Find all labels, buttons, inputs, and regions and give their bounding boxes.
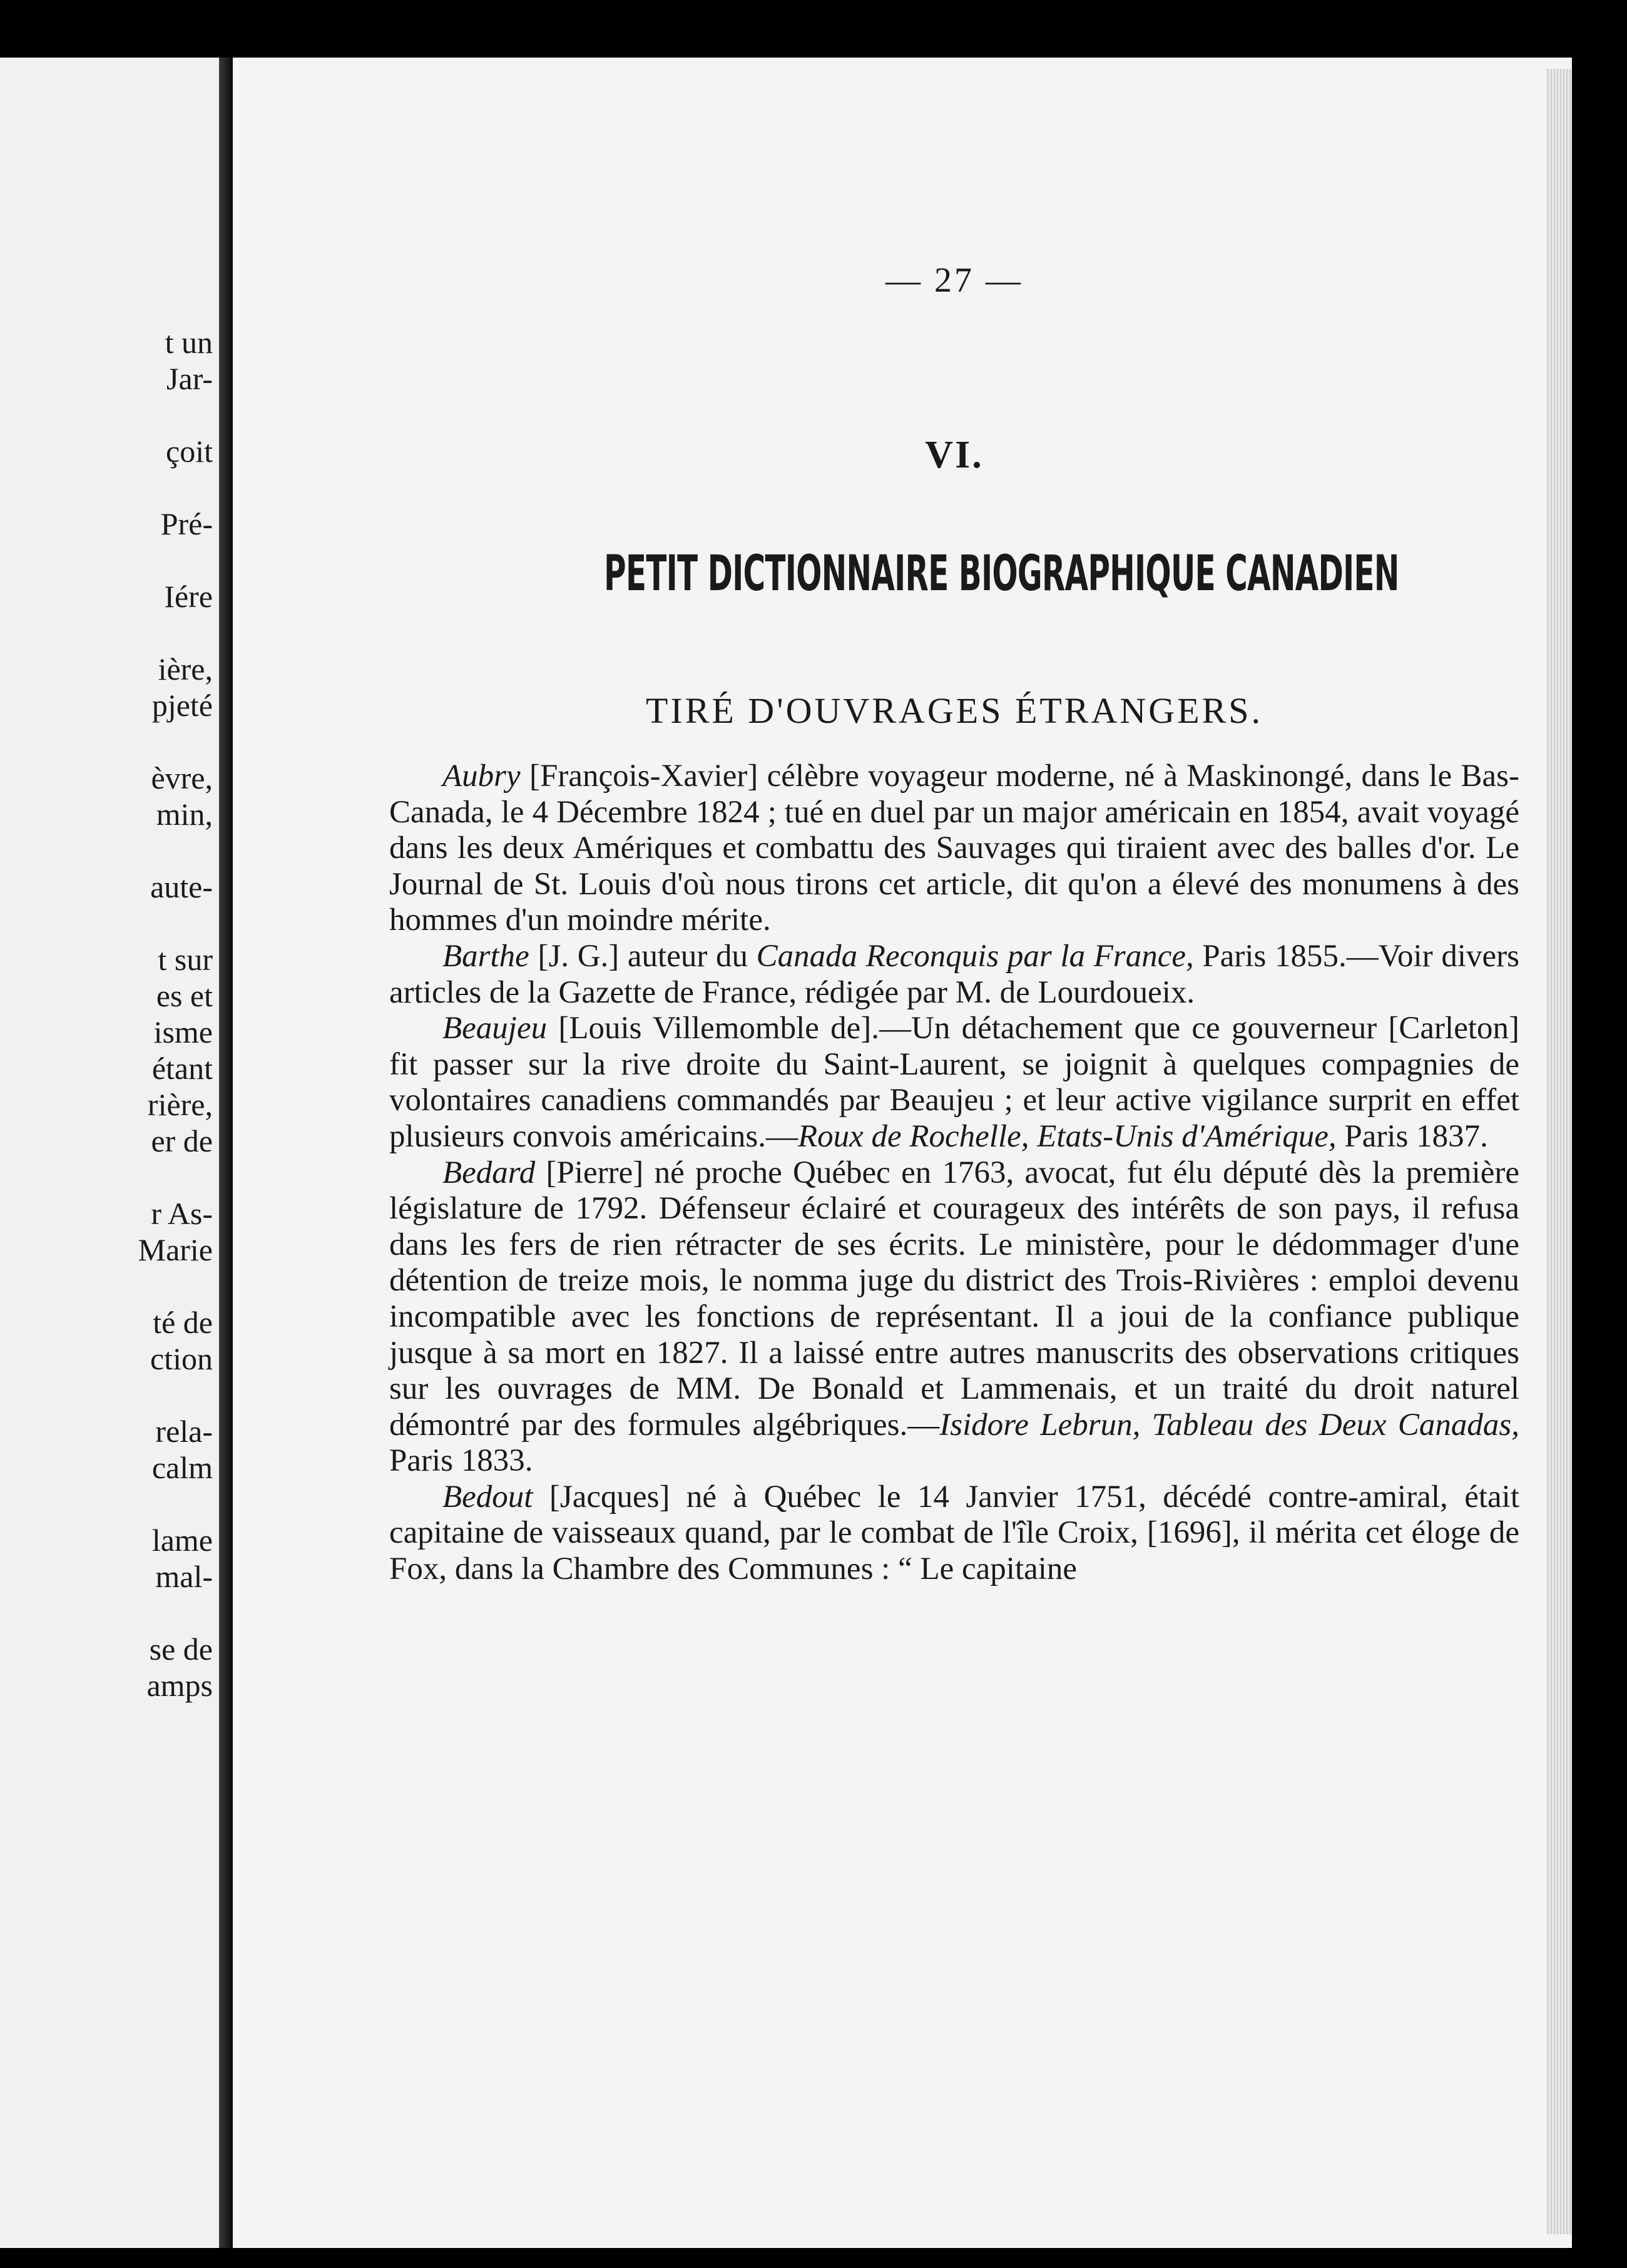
entry-citation: Isidore Lebrun, Tableau des Deux Canadas, bbox=[939, 1407, 1519, 1443]
left-page-fragment: r As- bbox=[151, 1196, 213, 1231]
left-page-fragment: ction bbox=[150, 1341, 213, 1376]
entry-aubry bbox=[389, 759, 1519, 939]
left-page-fragment: Marie bbox=[138, 1232, 213, 1267]
body-text bbox=[389, 759, 1519, 1588]
left-page-fragment: Pré- bbox=[160, 506, 213, 541]
left-page-fragment: min, bbox=[156, 797, 213, 832]
entry-name: Barthe bbox=[442, 938, 529, 974]
book-gutter bbox=[219, 58, 233, 2248]
entry-text-continued: Paris 1833. bbox=[389, 1443, 533, 1479]
left-page-fragment: rière, bbox=[147, 1087, 213, 1122]
entry-beaujeu bbox=[389, 1011, 1519, 1155]
left-page-fragment: es et bbox=[156, 978, 213, 1013]
entry-bedard bbox=[389, 1155, 1519, 1479]
left-page-fragment: pjeté bbox=[151, 688, 213, 723]
left-page-fragment: étant bbox=[151, 1051, 213, 1086]
left-page-fragment: se de bbox=[149, 1632, 213, 1667]
entry-citation: Canada Reconquis par la France, bbox=[756, 938, 1194, 974]
left-page bbox=[0, 58, 219, 2248]
entry-text: [J. G.] auteur du bbox=[529, 938, 757, 974]
left-page-fragment: èvre, bbox=[151, 760, 213, 795]
left-page-fragment: çoit bbox=[166, 434, 213, 469]
left-page-fragment: ière, bbox=[158, 651, 213, 687]
entry-name: Beaujeu bbox=[442, 1011, 548, 1046]
left-page-fragment: aute- bbox=[150, 869, 213, 904]
section-subtitle: TIRÉ D'OUVRAGES ÉTRANGERS. bbox=[645, 690, 1263, 731]
left-page-fragment: Iére bbox=[164, 579, 213, 614]
left-page-fragment: mal- bbox=[155, 1559, 213, 1594]
entry-text: [Pierre] né proche Québec en 1763, avocat, fut élu député dès la première législature de 1792. Défenseur éclairé et courageux des intérêts de son pays, il refusa dans les fers de rien rétracter de ses écrits. Le ministère, pour le dédommager d'une détention de treize mois, le nomma juge du district des Trois-Rivières : emploi devenu incompatible avec les fonctions de représentant. Il a joui de la confiance publique jusque à sa mort en 1827. Il a laissé entre autres manuscrits des observations critiques sur les ouvrages de MM. De Bonald et Lammenais, et un traité du droit naturel démontré par des formules algébriques.— bbox=[389, 1155, 1519, 1443]
entry-text-continued: Paris 1837. bbox=[1336, 1118, 1488, 1154]
left-page-fragment: Jar- bbox=[166, 361, 213, 396]
entry-bedout bbox=[389, 1479, 1519, 1588]
left-page-fragment: té de bbox=[153, 1305, 213, 1340]
left-page-fragment: t sur bbox=[158, 942, 213, 977]
entry-text: [François-Xavier] célèbre voyageur moderne, né à Maskinongé, dans le Bas-Canada, le 4 Décembre 1824 ; tué en duel par un major américain en 1854, avait voyagé dans les deux Amériques et combattu des Sauvages qui tiraient avec des balles d'or. Le Journal de St. Louis d'où nous tirons cet article, dit qu'on a élevé des monumens à des hommes d'un moindre mérite. bbox=[389, 759, 1519, 938]
page-edge bbox=[1546, 69, 1572, 2234]
entry-barthe bbox=[389, 939, 1519, 1011]
left-page-fragment: rela- bbox=[155, 1414, 213, 1449]
entry-text-continued: Paris 1855.—Voir divers articles de la Gazette de France, rédigée par M. de Lourdoueix. bbox=[389, 938, 1519, 1010]
left-page-fragment: isme bbox=[153, 1014, 213, 1050]
entry-text: [Louis Villemomble de].—Un détachement que ce gouverneur [Carleton] fit passer sur la rive droite du Saint-Laurent, se joignit à quelques compagnies de volontaires canadiens commandés par Beaujeu ; et leur active vigilance surprit en effet plusieurs convois américains.— bbox=[389, 1011, 1519, 1154]
left-page-fragment: er de bbox=[151, 1123, 213, 1158]
left-page-fragment: t un bbox=[165, 325, 213, 360]
section-title: PETIT DICTIONNAIRE BIOGRAPHIQUE CANADIEN bbox=[604, 546, 1399, 602]
left-page-fragment: calm bbox=[151, 1450, 213, 1485]
page-number: — 27 — bbox=[885, 261, 1023, 300]
left-page-fragment: amps bbox=[146, 1668, 213, 1703]
entry-text: [Jacques] né à Québec le 14 Janvier 1751, décédé contre-amiral, était capitaine de vaisseaux quand, par le combat de l'île Croix, [1696], il mérita cet éloge de Fox, dans la Chambre des Communes : “ Le capitaine bbox=[389, 1479, 1519, 1587]
entry-name: Bedard bbox=[442, 1155, 536, 1190]
entry-citation: Roux de Rochelle, Etats-Unis d'Amérique, bbox=[797, 1118, 1337, 1154]
entry-name: Aubry bbox=[442, 759, 521, 794]
right-page bbox=[233, 58, 1572, 2248]
entry-name: Bedout bbox=[442, 1479, 533, 1515]
chapter-number: VI. bbox=[925, 434, 984, 476]
left-page-fragment: lame bbox=[151, 1523, 213, 1558]
